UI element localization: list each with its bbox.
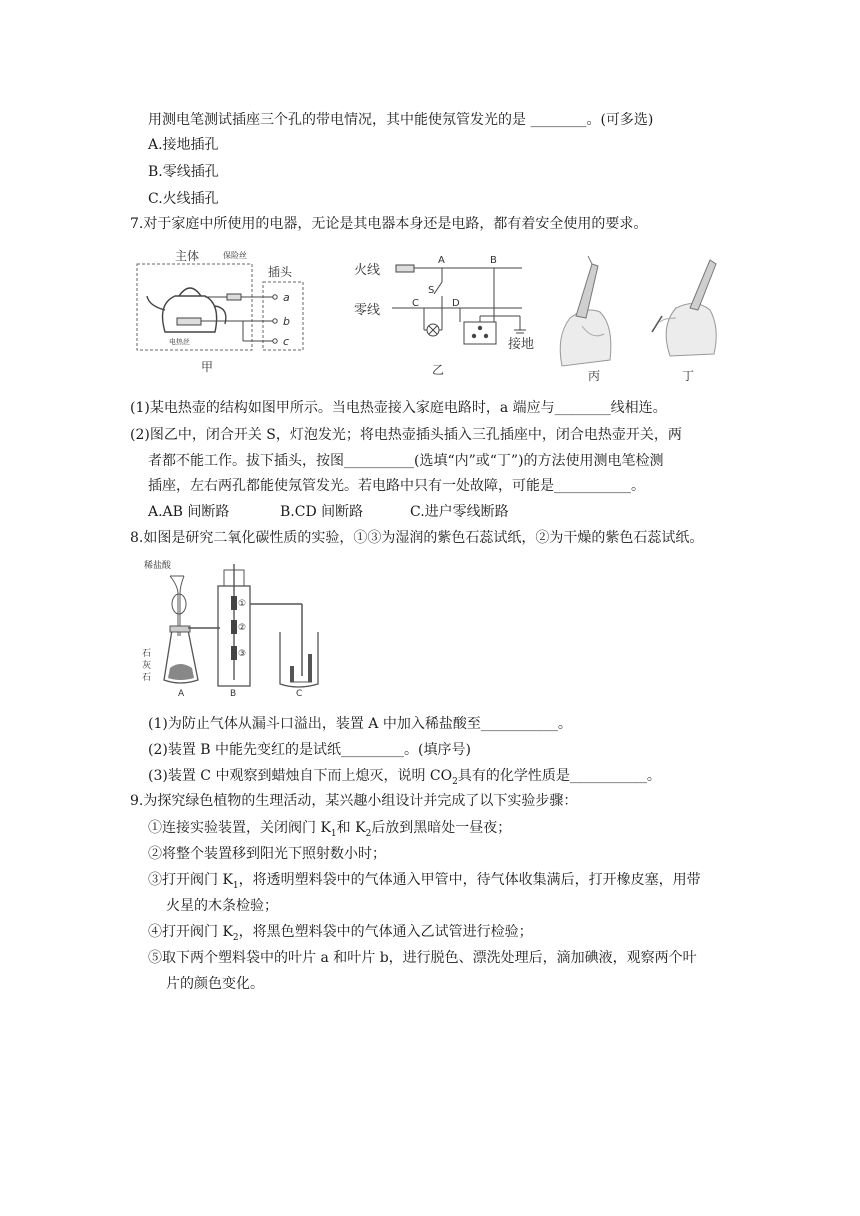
q9-step2: ②将整个装置移到阳光下照射数小时； bbox=[148, 846, 386, 862]
q6-stem: 用测电笔测试插座三个孔的带电情况，其中能使氖管发光的是 ________。(可多选) bbox=[148, 112, 654, 128]
q7-sub2-line1: (2)图乙中，闭合开关 S，灯泡发光；将电热壶插头插入三孔插座中，闭合电热壶开关，两 bbox=[130, 427, 682, 443]
label-acid: 稀盐酸 bbox=[144, 561, 172, 571]
q8-sub2: (2)装置 B 中能先变红的是试纸_________。(填序号) bbox=[148, 742, 471, 758]
q8-stem: 8.如图是研究二氧化碳性质的实验，①③为湿润的紫色石蕊试纸，②为干燥的紫色石蕊试纸。 bbox=[130, 530, 704, 546]
q9-stem: 9.为探究绿色植物的生理活动，某兴趣小组设计并完成了以下实验步骤： bbox=[130, 793, 578, 809]
caption-jia: 甲 bbox=[201, 360, 214, 374]
q9-step1: ①连接实验装置，关闭阀门 $K_1$和 $K_2$后放到黑暗处一昼夜； bbox=[148, 820, 512, 839]
point-s: S bbox=[428, 285, 435, 296]
q7-option-b: B.CD 间断路 bbox=[280, 504, 364, 520]
q6-option-a: A.接地插孔 bbox=[148, 137, 219, 153]
point-a: A bbox=[438, 255, 445, 266]
point-c: C bbox=[412, 298, 419, 309]
q7-sub1: (1)某电热壶的结构如图甲所示。当电热壶接入家庭电路时，a 端应与________线相连。 bbox=[130, 400, 667, 416]
q9-step3: ③打开阀门 $K_1$，将透明塑料袋中的气体通入甲管中，待气体收集满后，打开橡皮塞，用带 bbox=[148, 872, 701, 891]
label-heater: 电热丝 bbox=[169, 338, 190, 346]
figure-co2-apparatus bbox=[140, 556, 340, 700]
caption-a: A bbox=[178, 689, 185, 699]
q7-sub2-line3: 插座，左右两孔都能使氖管发光。若电路中只有一处故障，可能是___________。 bbox=[148, 478, 645, 494]
label-live: 火线 bbox=[354, 263, 381, 278]
q6-option-b: B.零线插孔 bbox=[148, 164, 219, 180]
label-main: 主体 bbox=[175, 249, 200, 263]
point-b: B bbox=[490, 255, 497, 266]
q7-stem: 7.对于家庭中所使用的电器，无论是其电器本身还是电路，都有着安全使用的要求。 bbox=[130, 216, 648, 232]
label-stone-3: 石 bbox=[142, 673, 152, 683]
terminal-c: c bbox=[283, 335, 290, 348]
terminal-a: a bbox=[283, 291, 290, 304]
q9-step4: ④打开阀门 $K_2$，将黑色塑料袋中的气体通入乙试管进行检验； bbox=[148, 924, 533, 943]
label-stone-1: 石 bbox=[142, 649, 152, 659]
label-fuse: 保险丝 bbox=[223, 251, 247, 260]
figure-bing bbox=[552, 256, 632, 382]
q9-step5-line2: 片的颜色变化。 bbox=[166, 976, 264, 992]
label-stone-2: 灰 bbox=[142, 661, 152, 671]
q9-step3-line2: 火星的木条检验； bbox=[166, 898, 278, 914]
caption-c: C bbox=[296, 689, 303, 699]
terminal-b: b bbox=[283, 315, 290, 328]
q8-sub3: (3)装置 C 中观察到蜡烛自下而上熄灭，说明 $CO_2$具有的化学性质是___________。 bbox=[148, 768, 661, 787]
marker-3: ③ bbox=[238, 649, 247, 659]
label-plug: 插头 bbox=[268, 265, 293, 279]
q7-option-c: C.进户零线断路 bbox=[410, 504, 509, 520]
figure-jia bbox=[135, 244, 305, 374]
q7-option-a: A.AB 间断路 bbox=[148, 504, 230, 520]
q7-sub2-line2: 者都不能工作。拔下插头，按图__________(选填“内”或“丁”)的方法使用测电笔检测 bbox=[148, 453, 664, 469]
figure-ding bbox=[640, 256, 730, 382]
caption-bing: 丙 bbox=[588, 369, 601, 382]
caption-yi: 乙 bbox=[432, 363, 445, 377]
caption-b: B bbox=[230, 689, 237, 699]
point-d: D bbox=[452, 298, 460, 309]
q6-option-c: C.火线插孔 bbox=[148, 191, 219, 207]
q8-sub1: (1)为防止气体从漏斗口溢出，装置 A 中加入稀盐酸至___________。 bbox=[148, 716, 572, 732]
label-neutral: 零线 bbox=[354, 303, 381, 318]
caption-ding: 丁 bbox=[682, 369, 695, 382]
q9-step5: ⑤取下两个塑料袋中的叶片 a 和叶片 b，进行脱色、漂洗处理后，滴加碘液，观察两个叶 bbox=[148, 950, 697, 966]
label-ground: 接地 bbox=[508, 337, 535, 352]
marker-1: ① bbox=[238, 599, 247, 609]
figure-yi bbox=[352, 250, 542, 378]
marker-2: ② bbox=[238, 623, 247, 633]
